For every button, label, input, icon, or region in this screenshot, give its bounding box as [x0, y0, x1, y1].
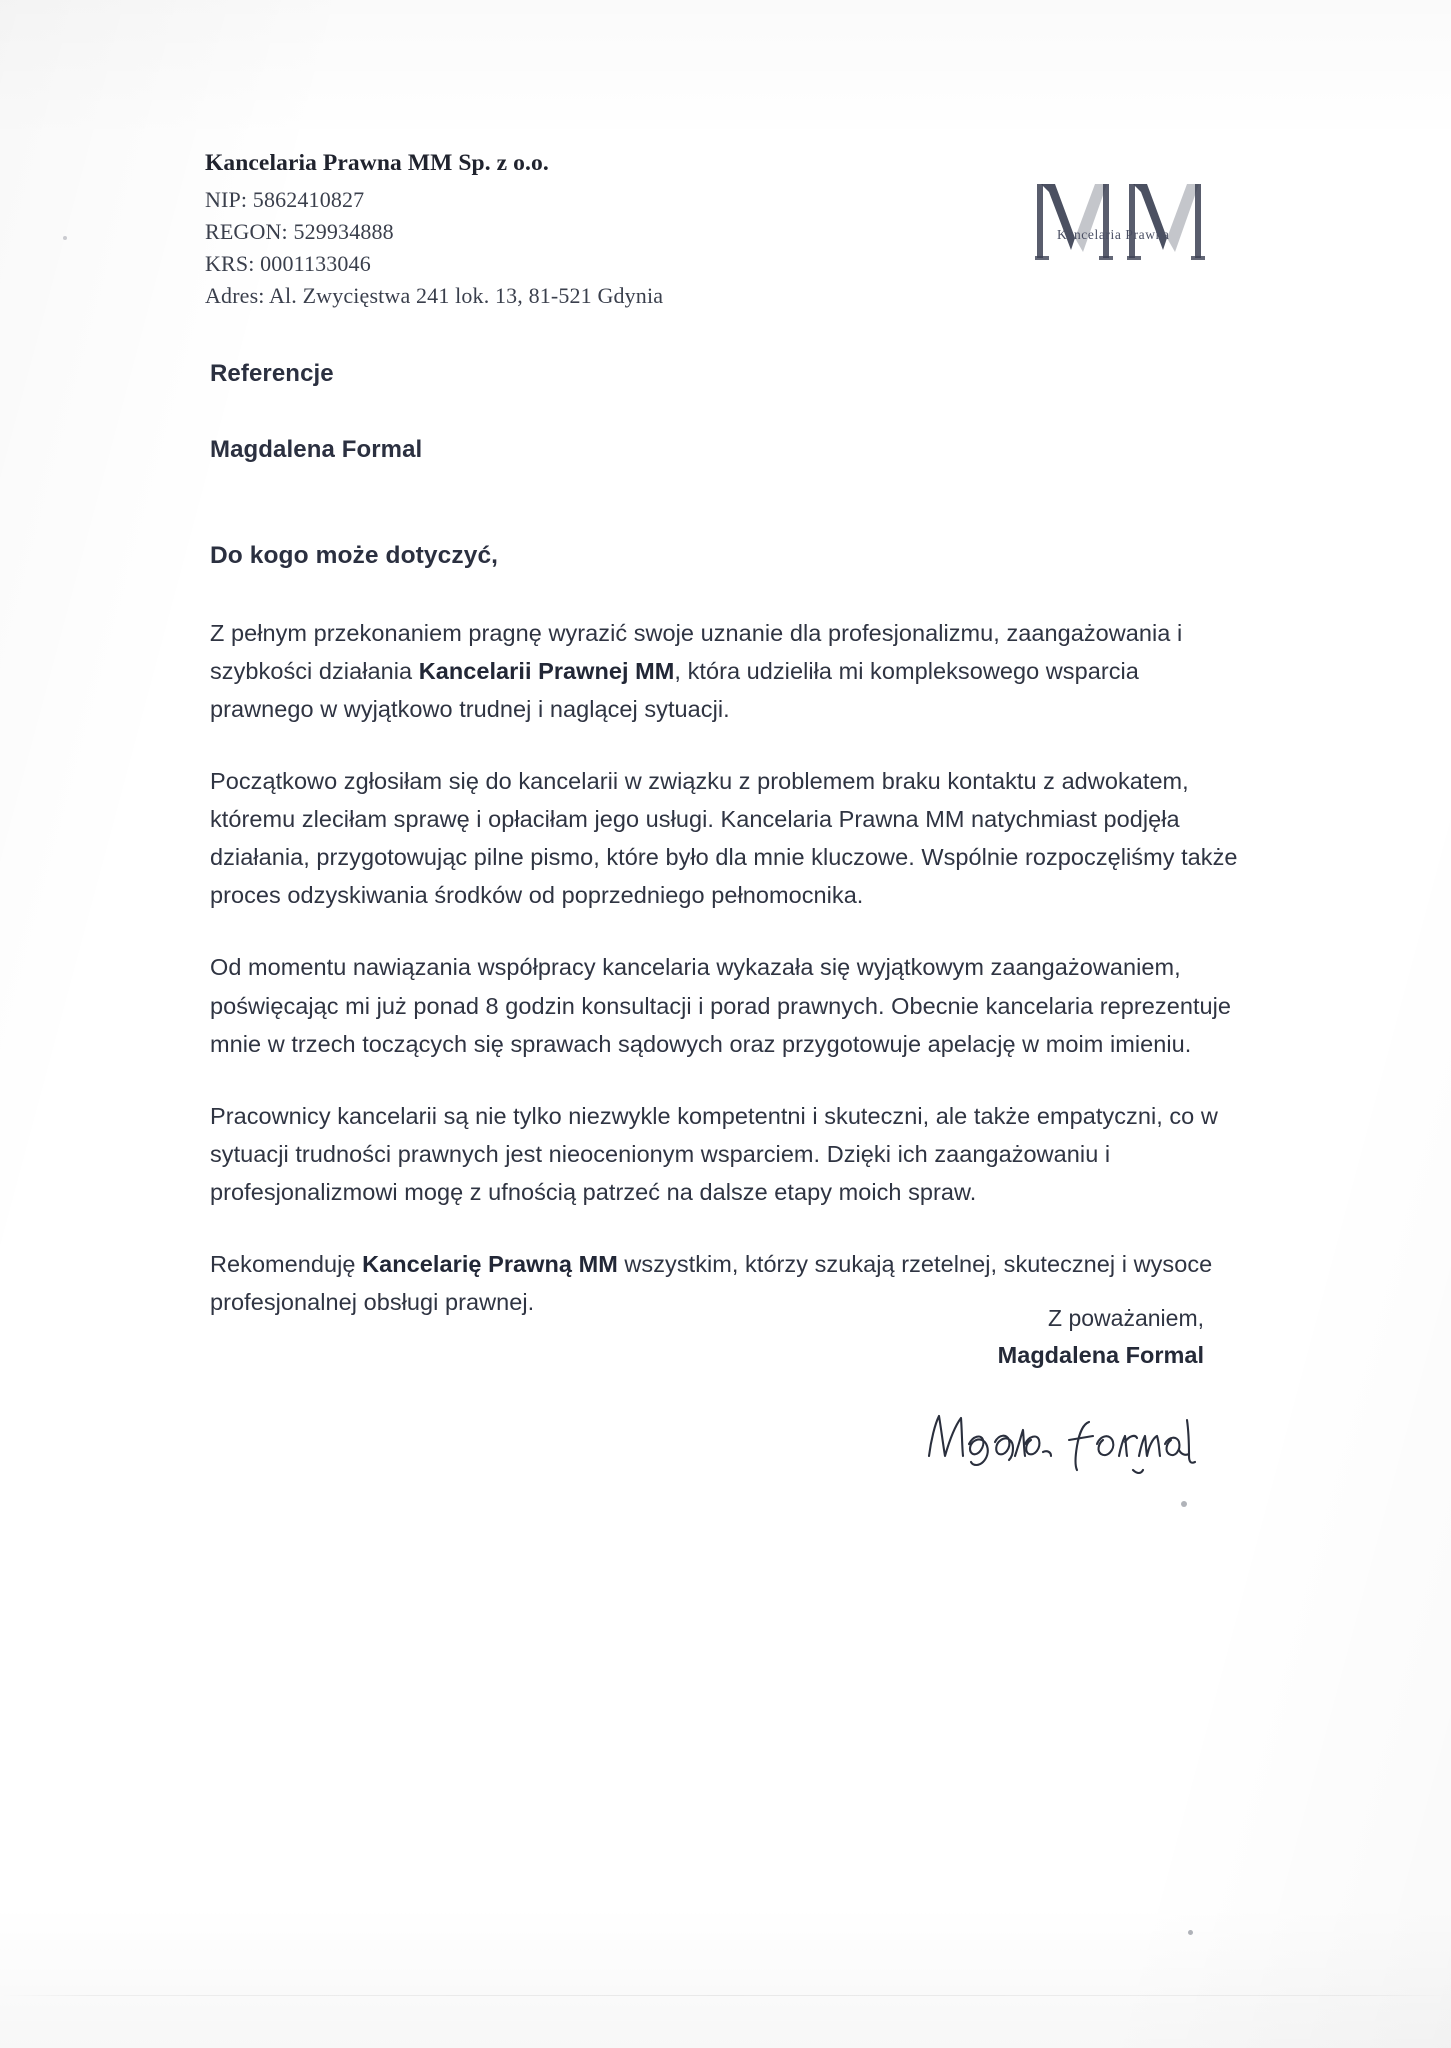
company-krs: KRS: 0001133046 [205, 251, 371, 277]
author-name: Magdalena Formal [210, 436, 423, 463]
body-text: Od momentu nawiązania współpracy kancelaria wykazała się wyjątkowym zaangażowaniem, poświęcając mi już ponad 8 godzin konsultacji i porad prawnych. Obecnie kancelaria reprezentuje mnie w trzech toczących się sprawach sądowych oraz przygotowuje apelację w moim imieniu. [210, 954, 1232, 1057]
body-text: Rekomenduję [210, 1250, 363, 1277]
body-text: wszystkim, którzy szukają rzetelnej, skutecznej i wysoce profesjonalnej obsługi prawnej. [210, 1250, 1213, 1315]
scan-fold-line [0, 1995, 1451, 1996]
body-text: , która udzieliła mi kompleksowego wsparcia prawnego w wyjątkowo trudnej i naglącej sytuacji. [210, 658, 1139, 723]
scan-speck [1181, 1501, 1187, 1507]
signature-icon [925, 1400, 1205, 1480]
paragraph-list [210, 614, 1240, 1321]
scan-speck [63, 236, 67, 240]
company-nip: NIP: 5862410827 [205, 187, 365, 212]
company-regon: REGON: 529934888 [205, 219, 394, 245]
paragraph-p4 [210, 1097, 1240, 1211]
signer-name: Magdalena Formal [997, 1342, 1204, 1368]
emphasis-text: Kancelarii Prawnej MM [418, 658, 675, 685]
scan-speck [820, 1009, 824, 1013]
body-text: Pracownicy kancelarii są nie tylko niezwykle kompetentni i skuteczni, ale także empatyczni, co w sytuacji trudności prawnych jest nieocenionym wsparciem. Dzięki ich zaangażowaniu i profesjonalizmowi mogę z ufnością patrzeć na dalsze etapy moich spraw. [210, 1102, 1218, 1205]
salutation: Do kogo może dotyczyć, [210, 542, 499, 569]
scan-speck [800, 1155, 803, 1158]
emphasis-text: Kancelarię Prawną MM [362, 1250, 618, 1277]
handwritten-signature [925, 1400, 1205, 1480]
closing-block [210, 1305, 1240, 1369]
mm-monogram-icon [1035, 178, 1235, 262]
letter-body [210, 360, 1240, 1355]
company-logo [1035, 178, 1235, 262]
paragraph-p2 [210, 762, 1240, 914]
scan-speck [1188, 1930, 1193, 1935]
paragraph-p3 [210, 948, 1240, 1062]
company-address: Adres: Al. Zwycięstwa 241 lok. 13, 81-521 Gdynia [205, 283, 664, 309]
body-text: Początkowo zgłosiłam się do kancelarii w związku z problemem braku kontaktu z adwokatem, któremu zleciłam sprawę i opłaciłam jego usługi. Kancelaria Prawna MM natychmiast podjęła działania, przygotowując pilne pismo, które było dla mnie kluczowe. Wspólnie rozpoczęliśmy także proces odzyskiwania środków od poprzedniego pełnomocnika. [210, 768, 1238, 909]
body-text: Z pełnym przekonaniem pragnę wyrazić swoje uznanie dla profesjonalizmu, zaangażowania i szybkości działania [210, 620, 1183, 685]
logo-subtitle: Kancelaria Prawna [1057, 227, 1170, 242]
company-name: Kancelaria Prawna MM Sp. z o.o. [205, 150, 549, 176]
paragraph-p1 [210, 614, 1240, 728]
page-title: Referencje [210, 360, 334, 387]
letterhead [205, 150, 905, 312]
valediction: Z poważaniem, [1048, 1305, 1204, 1331]
